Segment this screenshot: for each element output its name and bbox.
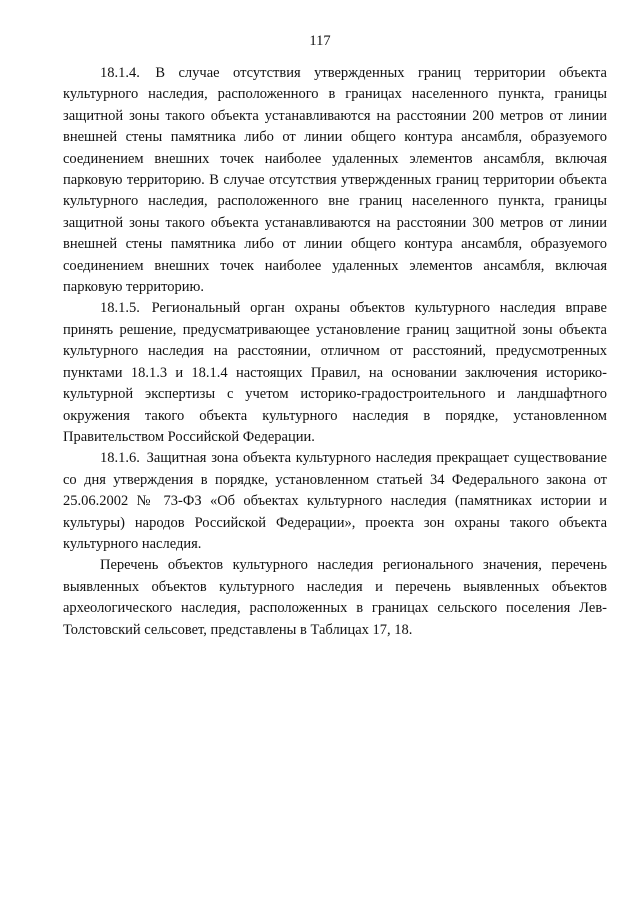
paragraph-18-1-5 xyxy=(63,298,607,448)
paragraph-heritage-list xyxy=(63,555,607,641)
paragraph-18-1-6 xyxy=(63,448,607,555)
clause-number: 18.1.4. xyxy=(100,65,140,81)
clause-number: 18.1.5. xyxy=(100,300,140,317)
document-body xyxy=(63,63,607,641)
paragraph-18-1-4 xyxy=(63,63,607,298)
paragraph-text: В случае отсутствия утвержденных границ территории объекта культурного наследия, расположенного в границах населенного пункта, границы защитной зоны такого объекта устанавливаются на расстоянии 200 метров от линии внешней стены памятника либо от линии общего контура ансамбля, образуемого соединением внешних точек наиболее удаленных элементов ансамбля, включая парковую территорию. В случае отсутствия утвержденных границ территории объекта культурного наследия, расположенного вне границ населенного пункта, границы защитной зоны такого объекта устанавливаются на расстоянии 300 метров от линии внешней стены памятника либо от линии общего контура ансамбля, образуемого соединением внешних точек наиболее удаленных элементов ансамбля, включая парковую территорию. xyxy=(63,65,607,296)
page-number: 117 xyxy=(309,33,331,49)
clause-number: 18.1.6. xyxy=(100,450,140,467)
paragraph-text: Региональный орган охраны объектов культурного наследия вправе принять решение, предусматривающее установление границ защитной зоны объекта культурного наследия на расстоянии, отличном от расстояний, предусмотренных пунктами 18.1.3 и 18.1.4 настоящих Правил, на основании заключения историко-культурной экспертизы с учетом историко-градостроительного и ландшафтного окружения такого объекта культурного наследия в порядке, установленном Правительством Российской Федерации. xyxy=(63,300,607,445)
paragraph-text: Защитная зона объекта культурного наследия прекращает существование со дня утверждения в порядке, установленном статьей 34 Федерального закона от 25.06.2002 № 73-ФЗ «Об объектах культурного наследия (памятниках истории и культуры) народов Российской Федерации», проекта зон охраны такого объекта культурного наследия. xyxy=(63,450,607,552)
paragraph-text: Перечень объектов культурного наследия регионального значения, перечень выявленных объектов культурного наследия и перечень выявленных объектов археологического наследия, расположенных в границах сельского поселения Лев-Толстовский сельсовет, представлены в Таблицах 17, 18. xyxy=(63,557,607,638)
